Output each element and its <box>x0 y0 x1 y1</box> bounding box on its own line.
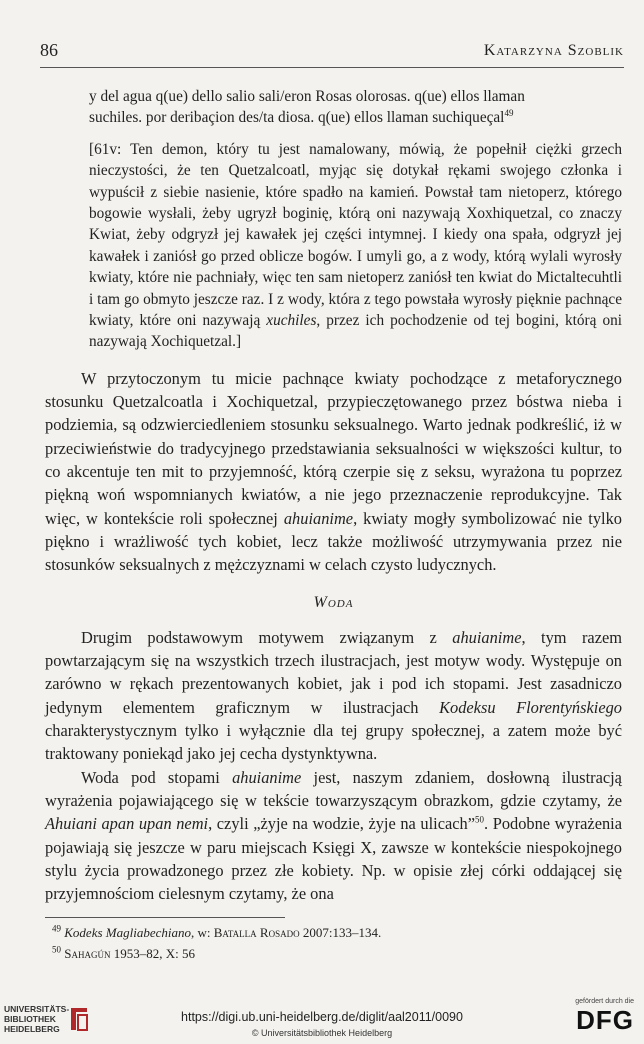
italic-term: xuchiles <box>266 312 317 330</box>
quote-line: suchiles. por deribaçion des/ta diosa. q(ue) ellos llaman suchiqueçal <box>89 109 505 127</box>
page-number: 86 <box>40 40 58 60</box>
sponsor-logo: gefördert durch die DFG <box>575 998 634 1035</box>
quote-line: y del agua q(ue) dello salio sali/eron Rosas olorosas. q(ue) ellos llaman <box>89 88 525 105</box>
paragraph: W przytoczonym tu micie pachnące kwiaty pochodzące z metaforycznego stosunku Quetzalcoatla i Xochiquetzal, przypieczętowanego przez bóstwa nieba i podziemia, są odzwierciedleniem stosunku seksualnego. Warto jednak podkreślić, iż w przeciwieństwie do tradycyjnego przedstawiania seksualności w większości kultur, to co akcentuje ten mit to przyjemność, którą czerpie się z seksu, wyrażona tu poprzez piękną woń wspomnianych kwiatów, a nie jego przeznaczenie reprodukcyjne. Tak więc, w kontekście roli społecznej ahuianime, kwiaty mogły symbolizować nie tylko piękno i wrażliwość tych kobiet, lecz także możliwość utrzymywania przez nie stosunków seksualnych z mężczyznami w celach czysto ludycznych. <box>45 368 622 575</box>
section-heading: Woda <box>313 593 354 611</box>
digitization-footer <box>0 996 644 1044</box>
italic-term: ahuianime <box>283 508 354 528</box>
paragraph: Drugim podstawowym motywem związanym z ahuianime, tym razem powtarzającym się na wszystkich trzech ilustracjach, jest motyw wody. Występuje on zarówno w rękach prezentowanych kobiet, jak i pod ich stopami. Jest zasadniczo jedynym elementem graficznym w ilustracjach Kodeksu Florentyńskiego charakterystycznym tylko i wyłącznie dla tej grupy społecznej, a zatem może być traktowany poniekąd jako jej cecha dystynktywna. <box>45 627 622 764</box>
footnote: $^{50}$ Sahagún 1953–82, X: 56 <box>52 944 195 961</box>
source-url-link[interactable]: https://digi.ub.uni-heidelberg.de/diglit/aal2011/0090 <box>181 1010 463 1024</box>
copyright: © Universitätsbibliothek Heidelberg <box>251 1028 393 1038</box>
footnote-ref[interactable]: 50 <box>475 814 485 825</box>
spanish-quote <box>89 86 622 129</box>
main-text <box>45 86 622 905</box>
italic-term: Kodeksu Florentyńskiego <box>439 697 622 717</box>
dfg-logo: DFG <box>576 1005 634 1035</box>
italic-term: ahuianime <box>232 767 302 787</box>
body-text <box>45 367 622 906</box>
footnote-ref[interactable]: 49 <box>504 108 514 119</box>
translation-text: , przez ich pochodzenie od tej bogini, którą oni nazywają Xochiquetzal.] <box>89 312 623 351</box>
footnote: $^{49}$ Kodeks Magliabechiano, w: Batalla Rosado 2007:133–134. <box>52 923 382 940</box>
italic-term: ahuianime <box>452 627 522 647</box>
translation-text: [61v: Ten demon, który tu jest namalowany, mówią, że popełnił ciężki grzech nieczystości, że ten Quetzalcoatl, myjąc się dotykał rękami swojego członka i wypuścił z siebie nasienie, które spadło na kamień. Powstał tam nietoperz, którego bogowie wysłali, żeby ugryzł boginię, którą oni nazywają Xoxhiquetzal, co znaczy Kwiat, żeby odgryzł jej kawałek jej części intymnej. I kiedy ona spała, odgryzł jej kawałek i zaniósł go przed oblicze bogów. I umyli go, a z wody, którą wylali wyrosły kwiaty, które nie pachniały, więc ten sam nietoperz zaniósł ten kwiat do Mictaltecuhtli i tam go obmyto jeszcze raz. I z wody, która z tego powstała wyrosły pięknie pachnące kwiaty, które oni nazywają <box>89 140 622 330</box>
header-rule <box>40 67 624 68</box>
footnotes <box>52 922 381 964</box>
footnote-rule <box>45 917 285 918</box>
paragraph: Woda pod stopami ahuianime jest, naszym zdaniem, dosłowną ilustracją wyrażenia pojawiającego się w tekście towarzyszącym obrazkom, gdzie czytamy, że Ahuiani apan upan nemi, czyli „żyje na wodzie, żyje na ulicach”$^{50}$. Podobne wyrażenia pojawiają się jeszcze w paru miejscach Księgi X, zawsze w kontekście niespokojnego stylu życia prowadzonego przez złe kobiety. Np. w opisie złej córki oddającej się przyjemnościom cielesnym czytamy, że ona <box>45 767 622 904</box>
running-head: Katarzyna Szoblik <box>483 42 624 59</box>
italic-term: Ahuiani apan upan nemi <box>45 814 209 834</box>
library-logo: UNIVERSITÄTS- BIBLIOTHEK HEIDELBERG <box>4 1004 70 1034</box>
polish-translation <box>89 139 622 353</box>
